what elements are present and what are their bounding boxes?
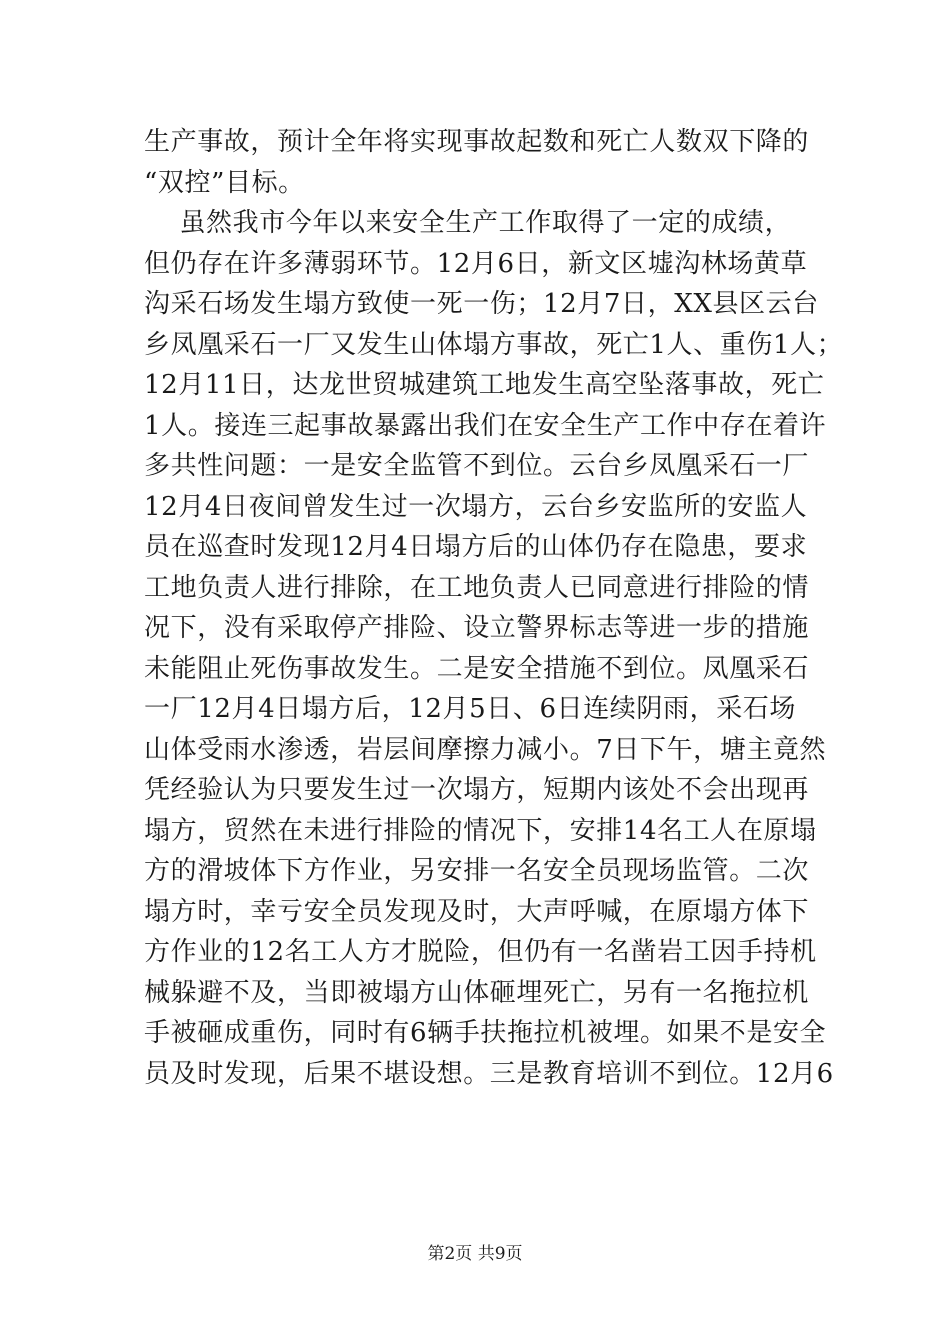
text-line: 乡凤凰采石一厂又发生山体塌方事故，死亡1人、重伤1人； — [144, 329, 844, 360]
text-line: 山体受雨水渗透，岩层间摩擦力减小。7日下午，塘主竟然 — [144, 734, 827, 765]
text-line: 塌方，贸然在未进行排险的情况下，安排14名工人在原塌 — [144, 815, 817, 846]
page-number-label: 第2页 共9页 — [427, 1244, 523, 1264]
text-line: 生产事故，预计全年将实现事故起数和死亡人数双下降的 — [144, 127, 810, 157]
text-line: 未能阻止死伤事故发生。二是安全措施不到位。凤凰采石 — [144, 653, 810, 684]
text-line: 员在巡查时发现12月4日塌方后的山体仍存在隐患，要求 — [144, 532, 808, 562]
text-line: 员及时发现，后果不堪设想。三是教育培训不到位。12月6 — [144, 1058, 834, 1089]
text-line: 12月11日，达龙世贸城建筑工地发生高空坠落事故，死亡 — [144, 370, 825, 400]
text-line: 方的滑坡体下方作业，另安排一名安全员现场监管。二次 — [144, 856, 810, 886]
text-line: 工地负责人进行排除，在工地负责人已同意进行排险的情 — [144, 572, 810, 603]
text-line: 沟采石场发生塌方致使一死一伤；12月7日，XX县区云台 — [144, 289, 819, 319]
text-line: 虽然我市今年以来安全生产工作取得了一定的成绩， — [144, 208, 792, 238]
text-line: 况下，没有采取停产排险、设立警界标志等进一步的措施 — [144, 613, 810, 643]
text-line: 凭经验认为只要发生过一次塌方，短期内该处不会出现再 — [144, 775, 810, 805]
body-text — [144, 122, 844, 1094]
text-line: 械躲避不及，当即被塌方山体砸埋死亡，另有一名拖拉机 — [144, 977, 810, 1008]
text-line: 方作业的12名工人方才脱险，但仍有一名凿岩工因手持机 — [144, 937, 817, 967]
text-line: 塌方时，幸亏安全员发现及时，大声呼喊，在原塌方体下 — [144, 896, 810, 927]
text-line: 一厂12月4日塌方后，12月5日、6日连续阴雨，采石场 — [144, 694, 796, 724]
text-line: “双控”目标。 — [144, 167, 305, 198]
page-footer — [0, 1242, 950, 1266]
text-line: 1人。接连三起事故暴露出我们在安全生产工作中存在着许 — [144, 410, 827, 441]
text-line: 多共性问题：一是安全监管不到位。云台乡凤凰采石一厂 — [144, 451, 810, 481]
text-line: 手被砸成重伤，同时有6辆手扶拖拉机被埋。如果不是安全 — [144, 1018, 827, 1048]
text-line: 但仍存在许多薄弱环节。12月6日，新文区墟沟林场黄草 — [144, 248, 808, 279]
text-line: 12月4日夜间曾发生过一次塌方，云台乡安监所的安监人 — [144, 491, 808, 522]
